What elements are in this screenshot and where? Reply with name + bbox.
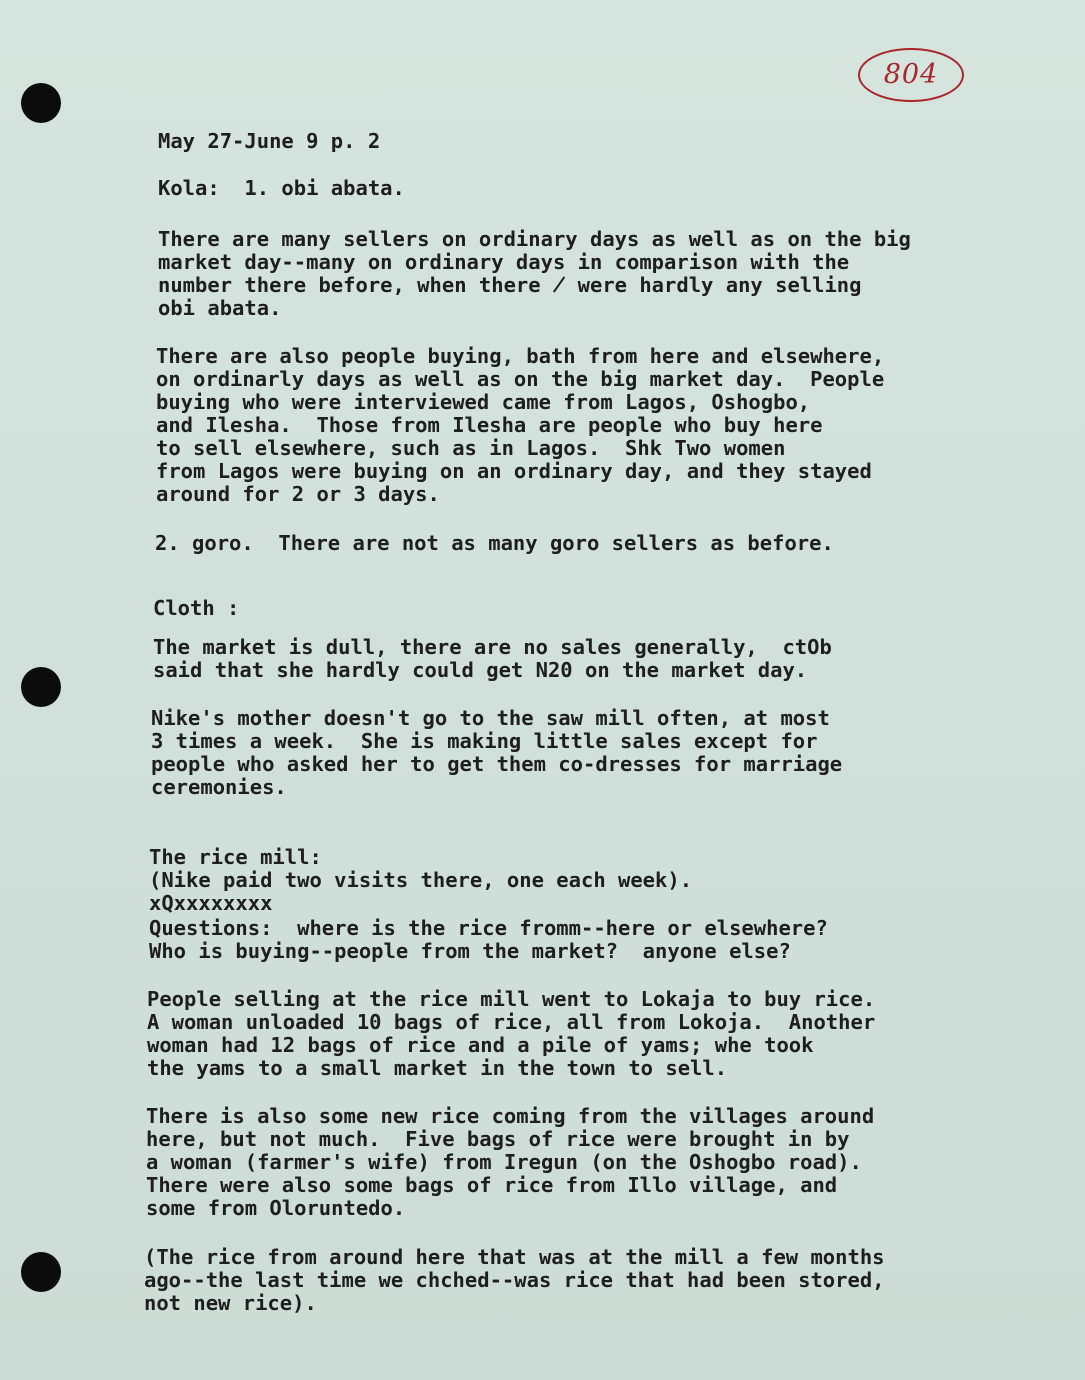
rice-para1-line: A woman unloaded 10 bags of rice, all from Lokoja. Another	[147, 1010, 876, 1034]
kola-para2-line: around for 2 or 3 days.	[156, 482, 440, 506]
cloth-para2-line: people who asked her to get them co-dresses for marriage	[151, 752, 843, 776]
page-header: May 27-June 9 p. 2	[158, 129, 381, 153]
kola-para2-line: There are also people buying, bath from here and elsewhere,	[156, 344, 885, 368]
rice-para3-line: not new rice).	[144, 1291, 317, 1315]
cloth-para1-line: The market is dull, there are no sales generally, ctOb	[153, 635, 832, 659]
cloth-para1-line: said that she hardly could get N20 on the market day.	[153, 658, 808, 682]
kola-para2-line: to sell elsewhere, such as in Lagos. Shk Two women	[156, 436, 786, 460]
kola-para1-line: market day--many on ordinary days in comparison with the	[158, 250, 850, 274]
kola-para1-line: There are many sellers on ordinary days as well as on the big	[158, 227, 911, 251]
rice-para2-line: some from Oloruntedo.	[146, 1196, 406, 1220]
kola-para2-line: buying who were interviewed came from Lagos, Oshogbo,	[156, 390, 811, 414]
rice-para2-line: There is also some new rice coming from the villages around	[146, 1104, 875, 1128]
rice-para2-line: here, but not much. Five bags of rice were brought in by	[146, 1127, 850, 1151]
page-number-stamp: 804	[858, 48, 964, 102]
cloth-para2-line: ceremonies.	[151, 775, 287, 799]
kola-para1-line: number there before, when there ̸ were hardly any selling	[158, 273, 862, 297]
struck-through-text: xQxxxxxxxx	[149, 891, 273, 915]
kola-heading: Kola: 1. obi abata.	[158, 176, 405, 200]
rice-questions-line: Who is buying--people from the market? anyone else?	[149, 939, 791, 963]
rice-questions-line: Questions: where is the rice fromm--here or elsewhere?	[149, 916, 828, 940]
kola-para2-line: on ordinarly days as well as on the big market day. People	[156, 367, 885, 391]
kola-para1-line: obi abata.	[158, 296, 282, 320]
rice-para1-line: the yams to a small market in the town to sell.	[147, 1056, 728, 1080]
rice-para1-line: People selling at the rice mill went to Lokaja to buy rice.	[147, 987, 876, 1011]
rice-para3-line: ago--the last time we chched--was rice that had been stored,	[144, 1268, 885, 1292]
kola-para2-line: and Ilesha. Those from Ilesha are people who buy here	[156, 413, 823, 437]
rice-para1-line: woman had 12 bags of rice and a pile of yams; whe took	[147, 1033, 814, 1057]
goro-line: 2. goro. There are not as many goro sellers as before.	[155, 531, 834, 555]
cloth-heading: Cloth :	[153, 596, 240, 620]
rice-para3-line: (The rice from around here that was at the mill a few months	[144, 1245, 885, 1269]
cloth-para2-line: Nike's mother doesn't go to the saw mill often, at most	[151, 706, 830, 730]
rice-para2-line: There were also some bags of rice from Illo village, and	[146, 1173, 838, 1197]
rice-para2-line: a woman (farmer's wife) from Iregun (on the Oshogbo road).	[146, 1150, 862, 1174]
rice-heading: The rice mill:	[149, 845, 322, 869]
kola-para2-line: from Lagos were buying on an ordinary day, and they stayed	[156, 459, 872, 483]
rice-visits: (Nike paid two visits there, one each week).	[149, 868, 693, 892]
cloth-para2-line: 3 times a week. She is making little sales except for	[151, 729, 818, 753]
